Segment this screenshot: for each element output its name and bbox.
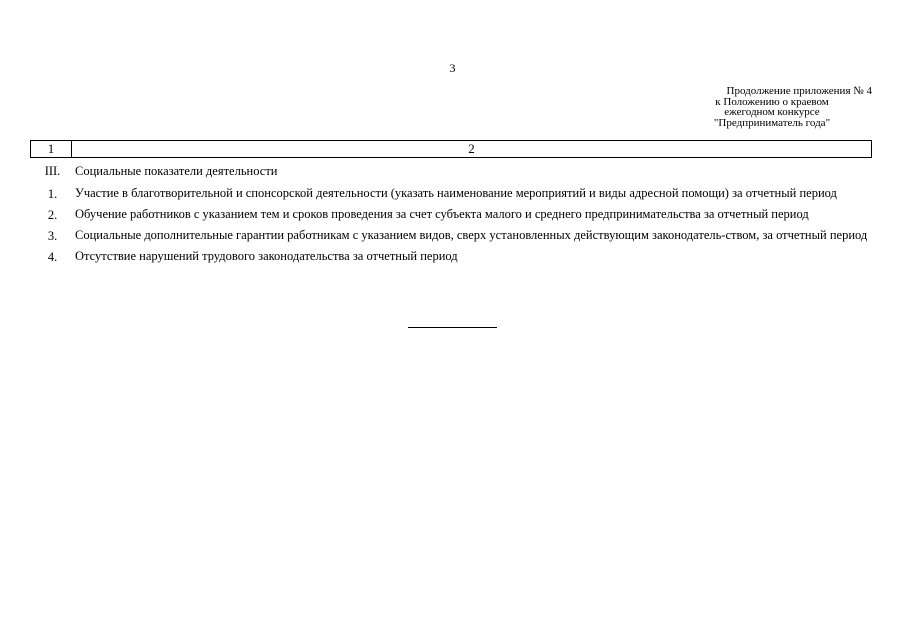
list-item <box>30 250 870 264</box>
item-number: 1. <box>47 187 58 201</box>
appendix-note <box>672 86 872 128</box>
indicator-list <box>30 164 870 271</box>
table-header <box>30 140 872 158</box>
end-divider <box>408 327 497 328</box>
appendix-note-line-1: Продолжение приложения № 4 <box>726 85 872 97</box>
table-header-col-2: 2 <box>468 141 475 156</box>
item-text: Отсутствие нарушений трудового законодательства за отчетный период <box>75 249 458 263</box>
item-number: 4. <box>47 250 58 264</box>
list-item <box>30 187 870 201</box>
appendix-note-line-3: ежегодном конкурсе <box>724 106 820 118</box>
item-number: 2. <box>47 208 58 222</box>
item-number: 3. <box>47 229 58 243</box>
list-item <box>30 229 870 243</box>
section-title: Социальные показатели деятельности <box>75 164 278 178</box>
page-number: 3 <box>449 61 456 75</box>
appendix-note-line-4: "Предприниматель года" <box>713 116 831 129</box>
table-header-col-1: 1 <box>31 141 72 157</box>
item-text: Обучение работников с указанием тем и сроков проведения за счет субъекта малого и среднего предпринимательства за отчетный период <box>75 207 809 221</box>
list-item <box>30 208 870 222</box>
section-number: III. <box>44 164 61 178</box>
item-text: Социальные дополнительные гарантии работникам с указанием видов, сверх установленных действующим законодатель-ством, за отчетный период <box>75 228 868 242</box>
section-row <box>30 164 870 178</box>
appendix-note-line-2: к Положению о краевом <box>715 95 829 108</box>
item-text: Участие в благотворительной и спонсорской деятельности (указать наименование мероприятий и виды адресной помощи) за отчетный период <box>75 186 837 200</box>
